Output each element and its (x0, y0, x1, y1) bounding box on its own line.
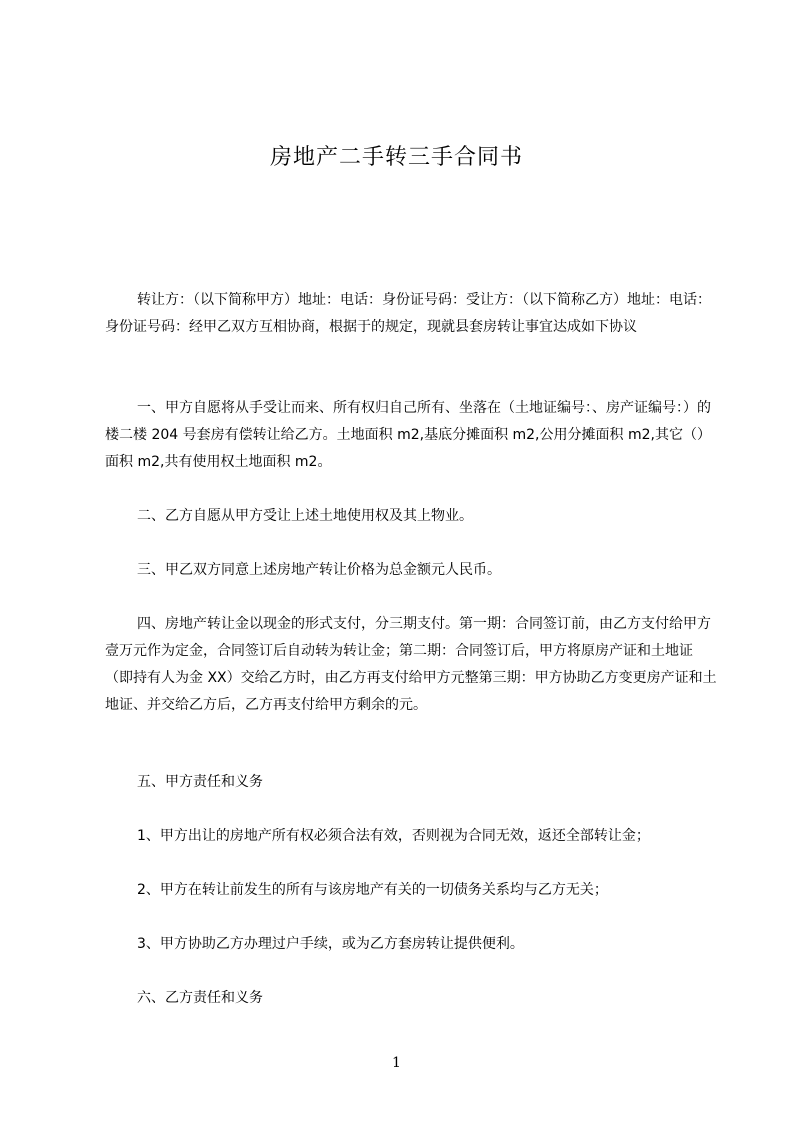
paragraph-clause-4: 四、房地产转让金以现金的形式支付，分三期支付。第一期：合同签订前，由乙方支付给甲方壹万元作为定金，合同签订后自动转为转让金；第二期：合同签订后，甲方将原房产证和土地证（即持有人为金 XX）交给乙方时，由乙方再支付给甲方元整第三期：甲方协助乙方变更房产证和土地证、并交给乙方后，乙方再支付给甲方剩余的元。 (105, 616, 717, 713)
paragraph-parties: 转让方：（以下简称甲方）地址：电话：身份证号码：受让方：（以下简称乙方）地址：电话：身份证号码：经甲乙双方互相协商，根据于的规定，现就县套房转让事宜达成如下协议 (105, 292, 711, 335)
paragraph-clause-1: 一、甲方自愿将从手受让而来、所有权归自己所有、坐落在（土地证编号：、房产证编号：）的楼二楼 204 号套房有偿转让给乙方。土地面积 m2,基底分摊面积 m2,公用分摊面积 m2,其它（）面积 m2,共有使用权土地面积 m2。 (105, 400, 711, 470)
section-heading-party-a: 五、甲方责任和义务 (137, 774, 263, 790)
document-title: 房地产二手转三手合同书 (269, 145, 523, 170)
page-number: 1 (392, 1055, 401, 1071)
paragraph-party-a-item-1: 1、甲方出让的房地产所有权必须合法有效，否则视为合同无效，返还全部转让金； (137, 828, 650, 844)
section-heading-party-b: 六、乙方责任和义务 (137, 990, 263, 1006)
paragraph-clause-2: 二、乙方自愿从甲方受让上述土地使用权及其上物业。 (137, 508, 473, 524)
paragraph-clause-3: 三、甲乙双方同意上述房地产转让价格为总金额元人民币。 (137, 562, 501, 578)
paragraph-party-a-item-3: 3、甲方协助乙方办理过户手续，或为乙方套房转让提供便利。 (137, 936, 524, 952)
paragraph-party-a-item-2: 2、甲方在转让前发生的所有与该房地产有关的一切债务关系均与乙方无关； (137, 882, 608, 898)
